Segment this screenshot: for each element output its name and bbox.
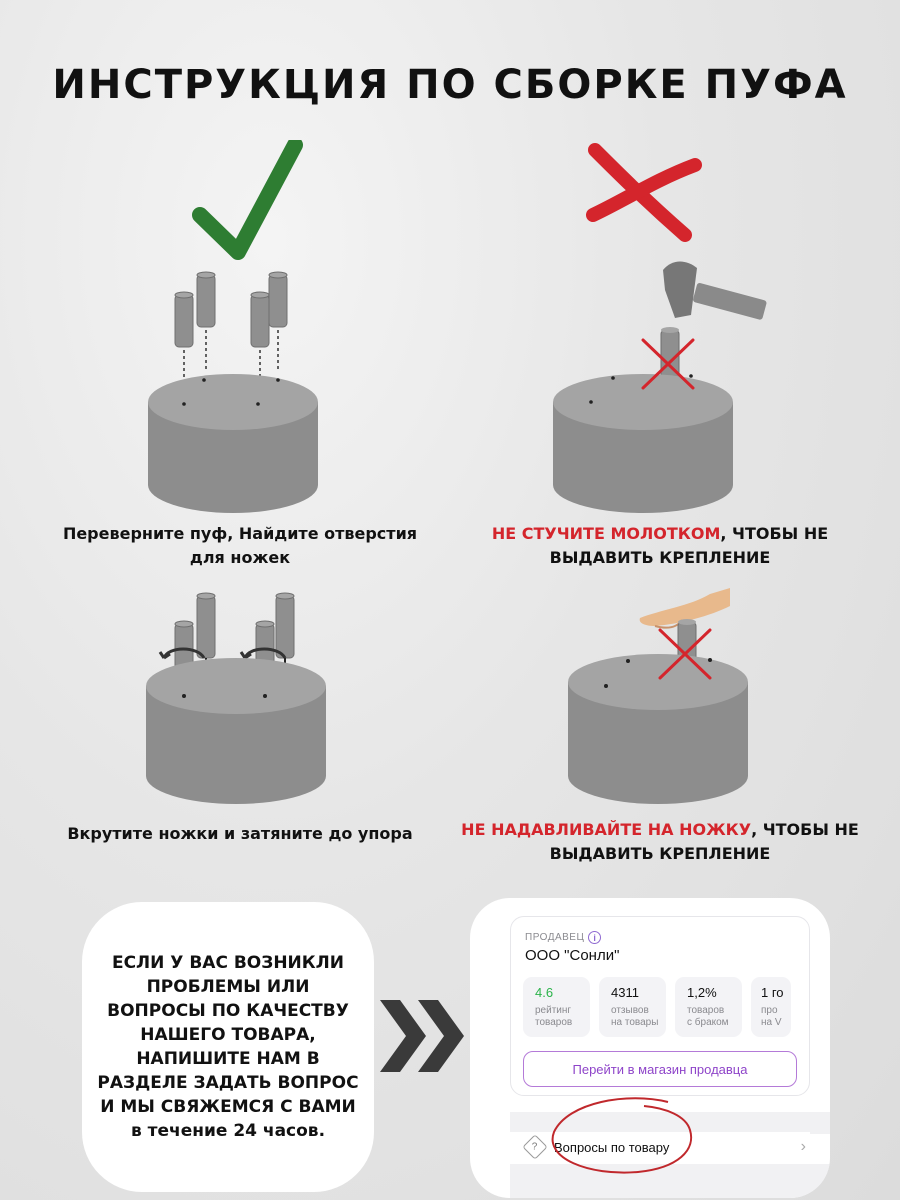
- question-icon: ?: [522, 1134, 547, 1159]
- stat-rating: 4.6 рейтинг товаров: [523, 977, 590, 1037]
- seller-card: [510, 916, 810, 1096]
- double-chevron-icon: [378, 996, 468, 1080]
- step-screw-legs-illustration: [140, 586, 330, 816]
- step-screw-legs-caption: Вкрутите ножки и затяните до упора: [67, 824, 413, 843]
- step-no-hammer-caption: НЕ СТУЧИТЕ МОЛОТКОМ, ЧТОБЫ НЕ ВЫДАВИТЬ КРЕПЛЕНИЕ: [491, 524, 829, 567]
- contact-instructions-text: ЕСЛИ У ВАС ВОЗНИКЛИ ПРОБЛЕМЫ ИЛИ ВОПРОСЫ ПО КАЧЕСТВУ НАШЕГО ТОВАРА, НАПИШИТЕ НАМ В РАЗДЕЛЕ ЗАДАТЬ ВОПРОС И МЫ СВЯЖЕМСЯ С ВАМИ в течение 24 часов.: [97, 953, 359, 1141]
- seller-name[interactable]: ООО "Сонли": [525, 947, 620, 964]
- step-no-hammer-illustration: [545, 140, 775, 520]
- seller-stats: [523, 977, 791, 1037]
- stat-years: 1 го про на V: [751, 977, 791, 1037]
- check-icon: [200, 145, 295, 252]
- cross-icon: [593, 150, 695, 235]
- contact-instructions-box: [82, 902, 374, 1192]
- highlight-circle: [548, 1094, 698, 1180]
- chevron-right-icon: ›: [800, 1138, 806, 1155]
- stat-reviews: 4311 отзывов на товары: [599, 977, 666, 1037]
- stat-defects: 1,2% товаров с браком: [675, 977, 742, 1037]
- page-title: ИНСТРУКЦИЯ ПО СБОРКЕ ПУФА: [52, 62, 848, 108]
- go-to-shop-button[interactable]: Перейти в магазин продавца: [523, 1051, 797, 1087]
- questions-label: Вопросы по товару: [554, 1139, 670, 1155]
- step-find-holes-illustration: [140, 140, 330, 520]
- step-find-holes-caption: Переверните пуф, Найдите отверстия для ножек: [62, 524, 418, 567]
- seller-label: ПРОДАВЕЦ i: [525, 931, 601, 944]
- step-no-pressing-illustration: [560, 586, 760, 816]
- seller-page-screenshot: [470, 898, 830, 1198]
- step-no-pressing-caption: НЕ НАДАВЛИВАЙТЕ НА НОЖКУ, ЧТОБЫ НЕ ВЫДАВИТЬ КРЕПЛЕНИЕ: [461, 820, 859, 863]
- hammer-icon: [663, 262, 767, 321]
- info-icon[interactable]: i: [588, 931, 601, 944]
